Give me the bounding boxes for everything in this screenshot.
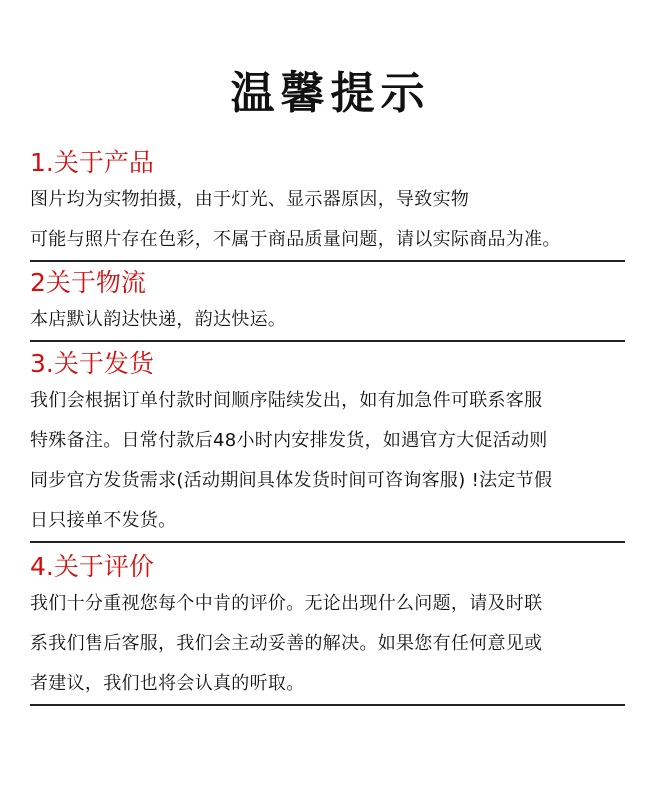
section-product (30, 146, 630, 262)
section-text-line: 特殊备注。日常付款后48小时内安排发货，如遇官方大促活动则 (30, 430, 548, 451)
section-text-line: 我们会根据订单付款时间顺序陆续发出，如有加急件可联系客服 (30, 390, 543, 411)
page-title: 温馨提示 (230, 68, 431, 119)
section-text-line: 图片均为实物拍摄，由于灯光、显示器原因，导致实物 (30, 189, 470, 210)
section-text-line: 本店默认韵达快递，韵达快运。 (30, 309, 287, 330)
section-shipping (30, 347, 630, 543)
section-text-line: 同步官方发货需求(活动期间具体发货时间可咨询客服) !法定节假 (30, 470, 553, 491)
section-divider (30, 541, 625, 543)
section-text-line: 系我们售后客服，我们会主动妥善的解决。如果您有任何意见或 (30, 633, 543, 654)
section-divider (30, 260, 625, 262)
section-heading: 3.关于发货 (30, 349, 154, 378)
section-heading: 1.关于产品 (30, 148, 154, 177)
section-heading: 2关于物流 (30, 268, 146, 297)
section-divider (30, 340, 625, 342)
section-heading: 4.关于评价 (30, 552, 154, 581)
section-text-line: 者建议，我们也将会认真的听取。 (30, 673, 305, 694)
section-divider (30, 704, 625, 706)
section-logistics (30, 266, 630, 342)
section-text-line: 我们十分重视您每个中肯的评价。无论出现什么问题，请及时联 (30, 593, 543, 614)
section-text-line: 日只接单不发货。 (30, 510, 177, 531)
section-text-line: 可能与照片存在色彩，不属于商品质量问题，请以实际商品为准。 (30, 229, 561, 250)
section-reviews (30, 550, 630, 706)
